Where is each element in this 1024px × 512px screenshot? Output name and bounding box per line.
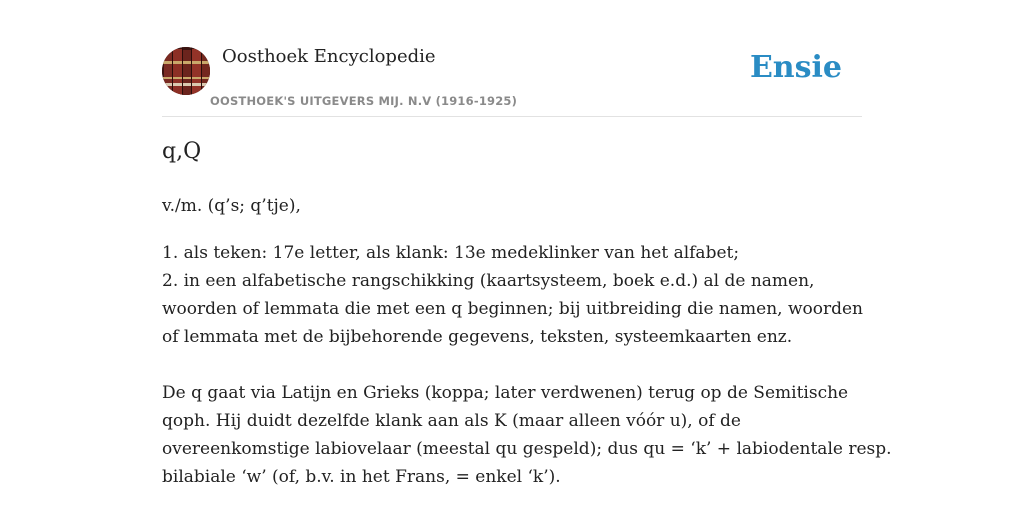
ensie-logo-link[interactable]: Ensie <box>749 50 842 85</box>
entry-etymology <box>162 379 892 491</box>
page <box>162 0 892 512</box>
site-header <box>162 44 862 117</box>
meaning-line: of lemmata met de bijbehorende gegevens, teksten, systeemkaarten enz. <box>162 327 793 347</box>
site-title-link[interactable]: Oosthoek Encyclopedie <box>222 46 436 67</box>
meaning-line: 2. in een alfabetische rangschikking (kaartsysteem, boek e.d.) al de namen, <box>162 271 815 291</box>
etymology-line: qoph. Hij duidt dezelfde klank aan als K (maar alleen vóór u), of de <box>162 411 741 431</box>
etymology-line: overeenkomstige labiovelaar (meestal qu gespeld); dus qu = ‘k’ + labiodentale resp. <box>162 439 892 459</box>
book-spines-icon[interactable] <box>162 47 210 95</box>
etymology-line: De q gaat via Latijn en Grieks (koppa; later verdwenen) terug op de Semitische <box>162 383 849 403</box>
entry-meanings <box>162 239 862 351</box>
meaning-line: 1. als teken: 17e letter, als klank: 13e medeklinker van het alfabet; <box>162 243 740 263</box>
etymology-line: bilabiale ‘w’ (of, b.v. in het Frans, = enkel ‘k’). <box>162 467 561 487</box>
publisher-label: OOSTHOEK'S UITGEVERS MIJ. N.V (1916-1925) <box>210 94 518 108</box>
entry-title: q,Q <box>162 139 202 164</box>
entry-grammar: v./m. (q’s; q’tje), <box>162 196 301 216</box>
meaning-line: woorden of lemmata die met een q beginnen; bij uitbreiding die namen, woorden <box>162 299 863 319</box>
